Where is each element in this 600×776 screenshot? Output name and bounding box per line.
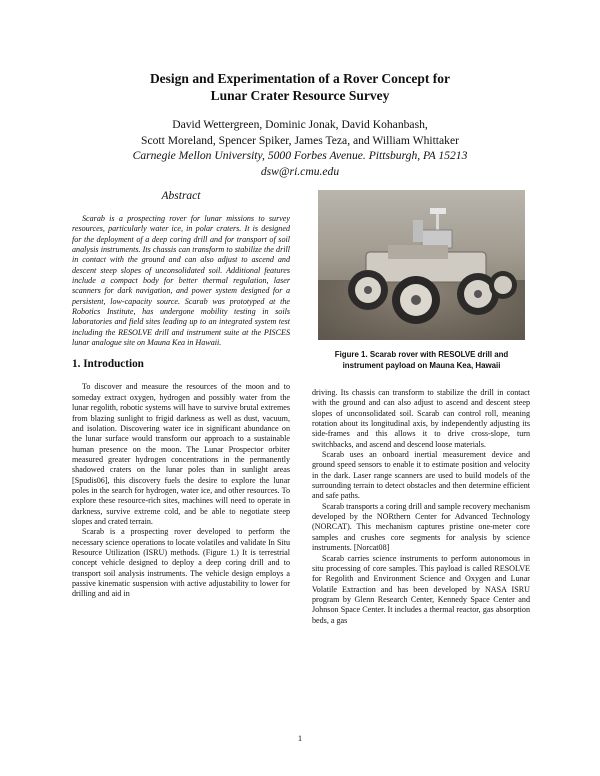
authors-line-1: David Wettergreen, Dominic Jonak, David Kohanbash, bbox=[172, 118, 428, 131]
right-paragraph-3: Scarab transports a coring drill and sample recovery mechanism developed by the NORthern Center for Advanced Technology (NORCAT). This mechanism captures pristine one-meter core samples and crushes core segments for analysis by science instruments. [Norcat08] bbox=[312, 501, 530, 553]
right-column bbox=[312, 388, 530, 626]
paper-title bbox=[60, 70, 540, 104]
rover-illustration bbox=[318, 190, 525, 340]
abstract-heading: Abstract bbox=[161, 190, 201, 202]
affiliation: Carnegie Mellon University, 5000 Forbes Avenue. Pittsburgh, PA 15213 bbox=[132, 149, 468, 162]
left-column bbox=[72, 190, 290, 600]
right-paragraph-2: Scarab uses an onboard inertial measurement device and ground speed sensors to enable it to estimate position and velocity in the dark. Laser range scanners are used to build models of the surrounding terrain to detect obstacles and then determine efficient and safe paths. bbox=[312, 450, 530, 501]
caption-line-2: instrument payload on Mauna Kea, Hawaii bbox=[342, 360, 501, 370]
authors-line-2: Scott Moreland, Spencer Spiker, James Teza, and William Whittaker bbox=[141, 133, 459, 147]
figure-caption bbox=[318, 350, 525, 371]
caption-line-1: Figure 1. Scarab rover with RESOLVE drill and bbox=[334, 350, 509, 359]
intro-paragraph-1: To discover and measure the resources of the moon and to someday extract oxygen, hydrogen and possibly water from the lunar regolith, robotic systems will have to survive brutal extremes from blazing sunlight to frigid darkness as well as dust, vacuum, and isolation. Discovering water ice in significant abundance on the lunar surface would transform our approach to a sustainable human presence on the moon. The Lunar Prospector orbiter measured greater hydrogen concentrations in the permanently shadowed craters on the lunar poles than in sunlight areas [Spudis06], this discovery fuels the desire to explore the lunar poles in the search for hydrogen, water ice, and other resources. To explore these resource-rich sites, machines will need to operate in darkness, survive extreme cold, and be able to negotiate steep slopes and crated terrain. bbox=[72, 382, 290, 526]
author-block bbox=[60, 117, 540, 179]
introduction-heading: 1. Introduction bbox=[72, 358, 144, 371]
title-line-2: Lunar Crater Resource Survey bbox=[210, 88, 390, 103]
right-paragraph-1: driving. Its chassis can transform to stabilize the drill in contact with the ground and can also adjust to ascend and descent steep slopes of unconsolidated soil. Scarab can control roll, meaning rotation about its longitudinal axis, by independently adjusting its side-frames and this allows it to drive cross-slope, turn switchbacks, and ascend and descend loose materials. bbox=[312, 388, 530, 449]
page-number: 1 bbox=[297, 733, 303, 743]
intro-paragraph-2: Scarab is a prospecting rover developed to perform the necessary science operations to locate volatiles and validate In Situ Resource Utilization (ISRU) methods. (Figure 1.) It is terrestrial concept vehicle designed to deploy a deep coring drill and to transport soil analysis instruments. The vehicle design employs a passive kinematic suspension with active adjustability to lower for drilling and aid in bbox=[72, 527, 290, 599]
email: dsw@ri.cmu.edu bbox=[260, 164, 340, 178]
abstract-text: Scarab is a prospecting rover for lunar missions to survey resources, particularly water ice, in polar craters. It is designed for the deployment of a deep coring drill and for transport of soil analysis instruments. Its chassis can transform to stabilize the drill in contact with the ground and can also adjust to ascend and descent steep slopes of unconsolidated soil. Additional features include a compact body for better thermal regulation, laser scanners for dark navigation, and power system designed for a persistent, low-capacity source. Scarab was prototyped at the Robotics Institute, has undergone mobility testing in soils laboratories and field sites leading up to an integrated system test including the RESOLVE drill and instrument suite at the PISCES lunar analogue site on Mauna Kea in Hawaii. bbox=[72, 214, 290, 348]
scarab-rover-photo bbox=[318, 190, 525, 340]
title-line-1: Design and Experimentation of a Rover Concept for bbox=[149, 71, 451, 86]
right-paragraph-4: Scarab carries science instruments to perform autonomous in situ processing of core samples. This payload is called RESOLVE for Regolith and Environment Science and Oxygen and Lunar Volatile Extraction and has been developed by NASA ISRU program by Glenn Research Center, Kennedy Space Center and Johnson Space Center. It includes a thermal reactor, gas absorption beds, a gas bbox=[312, 553, 530, 625]
